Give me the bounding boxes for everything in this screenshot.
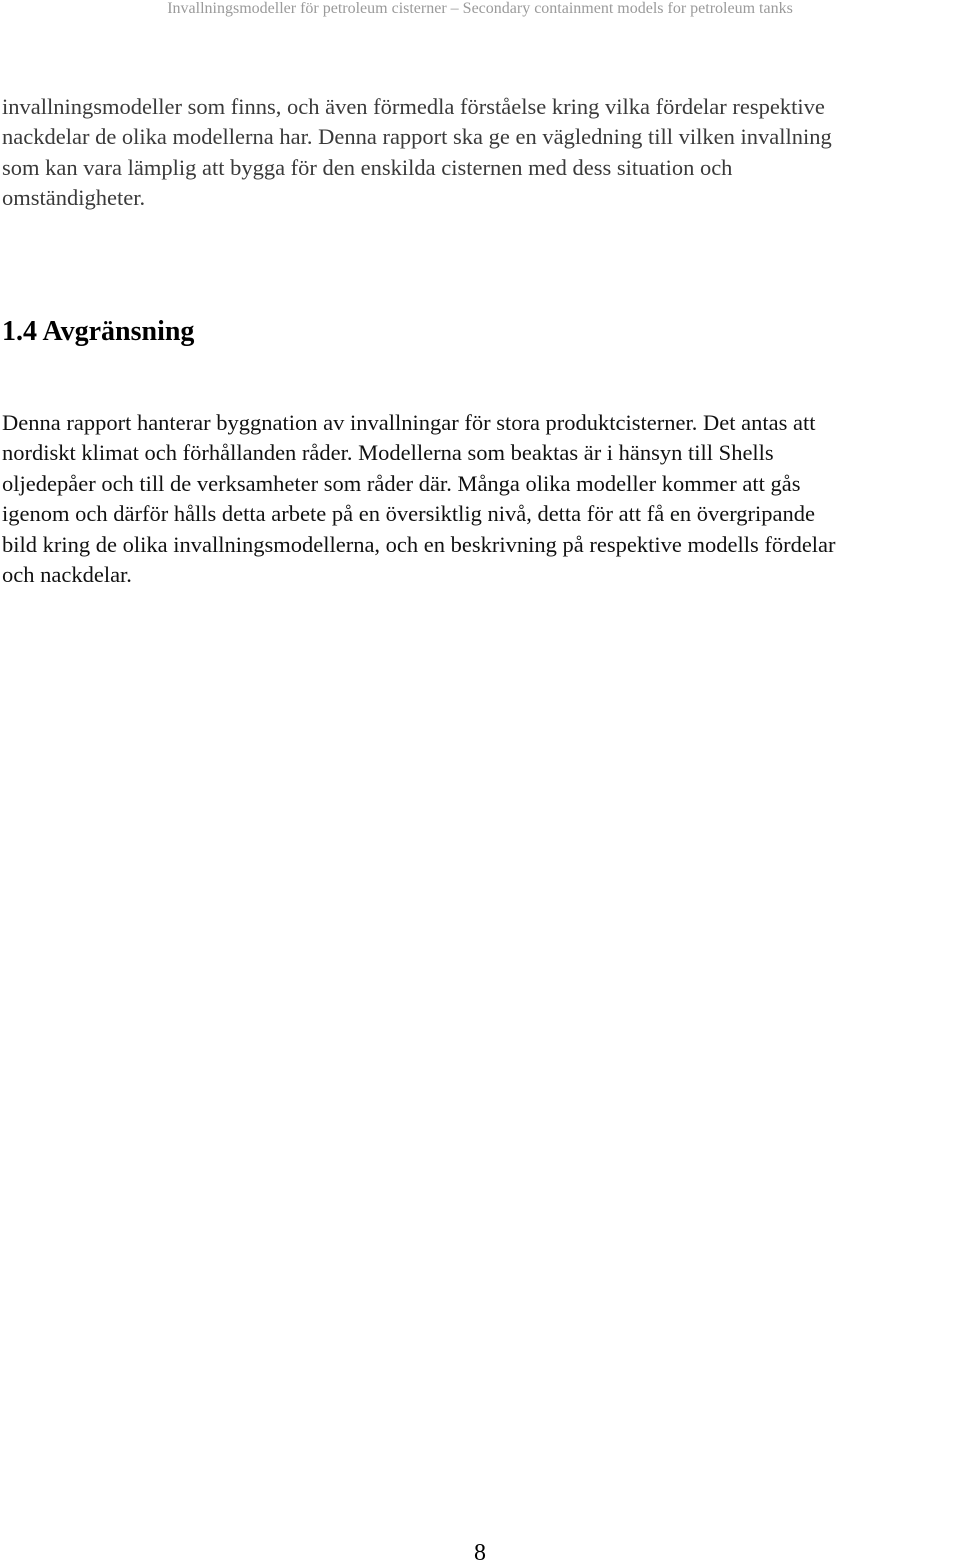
running-header: Invallningsmodeller för petroleum cisterner – Secondary containment models for petroleum tanks [167, 0, 793, 17]
intro-line: omständigheter. [2, 185, 146, 211]
section-line: bild kring de olika invallningsmodellerna, och en beskrivning på respektive modells fördelar [2, 531, 836, 557]
intro-line: nackdelar de olika modellerna har. Denna rapport ska ge en vägledning till vilken invallning [2, 124, 832, 150]
intro-paragraph [2, 92, 958, 214]
intro-line: som kan vara lämplig att bygga för den enskilda cisternen med dess situation och [2, 154, 733, 180]
section-line: igenom och därför hålls detta arbete på en översiktlig nivå, detta för att få en övergripande [2, 501, 816, 527]
section-line: och nackdelar. [2, 562, 132, 588]
section-line: nordiskt klimat och förhållanden råder. Modellerna som beaktas är i hänsyn till Shells [2, 440, 774, 466]
section-paragraph [2, 408, 958, 590]
section-line: oljedepåer och till de verksamheter som råder där. Många olika modeller kommer att gås [2, 470, 801, 496]
section-heading: 1.4 Avgränsning [2, 316, 195, 347]
section-line: Denna rapport hanterar byggnation av invallningar för stora produktcisterner. Det antas att [2, 410, 816, 435]
intro-line: invallningsmodeller som finns, och även förmedla förståelse kring vilka fördelar respektive [2, 94, 825, 119]
page-number: 8 [474, 1540, 486, 1566]
